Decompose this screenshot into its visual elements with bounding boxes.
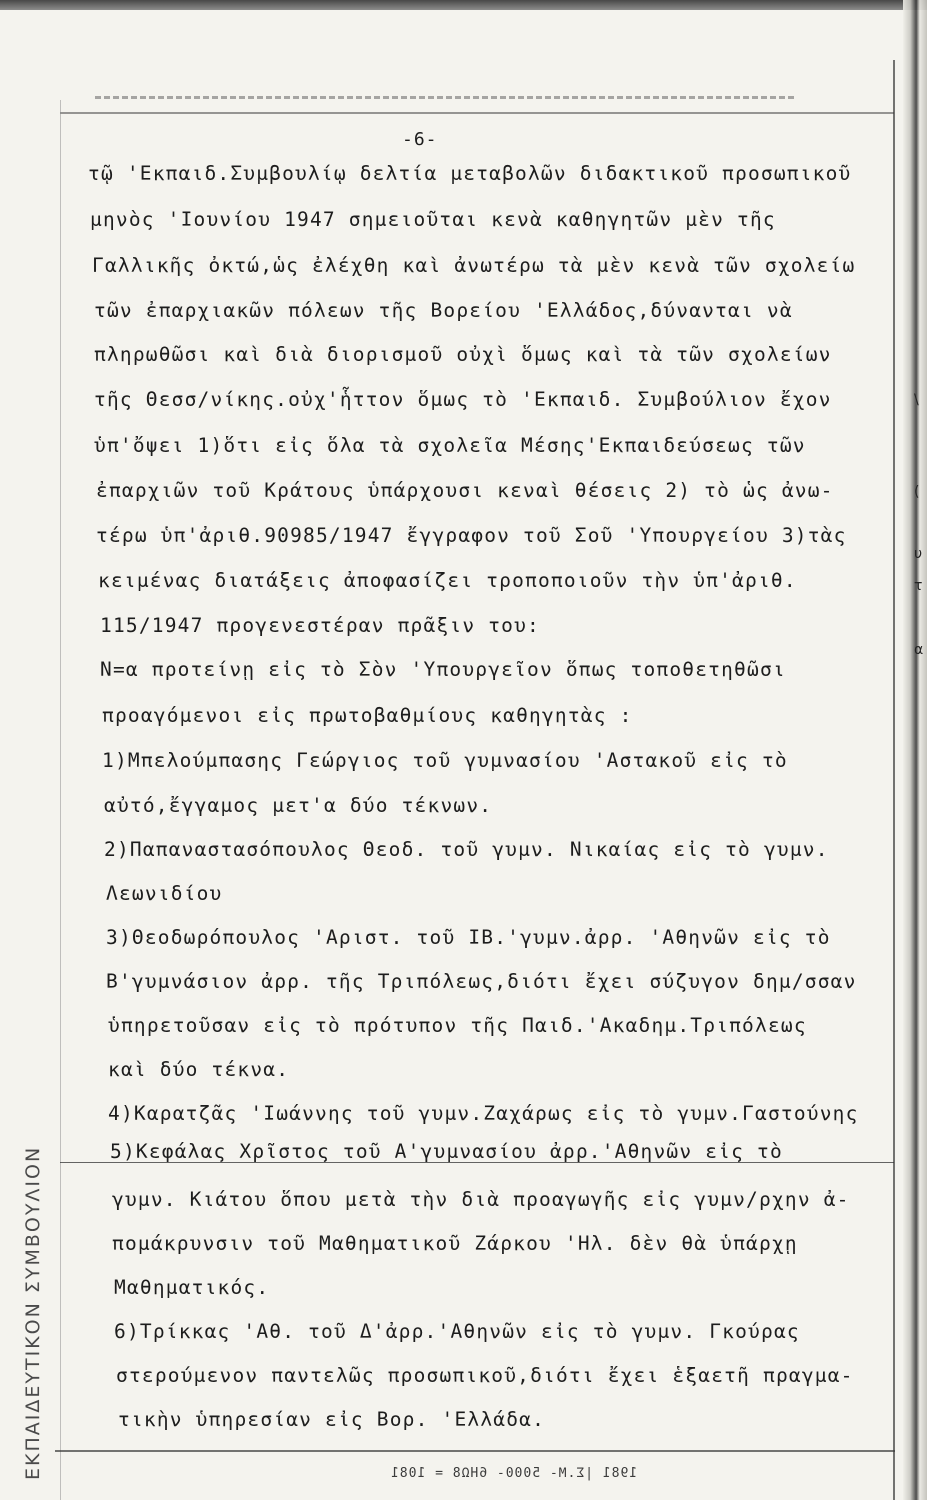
body-line: ὑπηρετοῦσαν εἰς τὸ πρότυπον τῆς Παιδ.'Ακαδημ.Τριπόλεως xyxy=(108,1014,807,1037)
margin-mark: ( xyxy=(914,484,920,500)
margin-mark: τ xyxy=(914,578,923,594)
body-line: τῶν ἐπαρχιακῶν πόλεων τῆς Βορείου 'Ελλάδος,δύνανται νὰ xyxy=(94,299,793,322)
body-line: Ν=α προτείνῃ εἰς τὸ Σὸν 'Υπουργεῖον ὅπως τοποθετηθῶσι xyxy=(100,658,786,681)
body-line: 1)Μπελούμπασης Γεώργιος τοῦ γυμνασίου 'Αστακοῦ εἰς τὸ xyxy=(102,749,788,772)
body-line: Μαθηματικός. xyxy=(114,1276,270,1299)
body-line: Β'γυμνάσιον ἀρρ. τῆς Τριπόλεως,διότι ἔχει σύζυγον δημ/σσαν xyxy=(106,970,857,993)
left-margin-rule xyxy=(60,100,61,1500)
body-line: ὑπ'ὄψει 1)ὅτι εἰς ὅλα τὰ σχολεῖα Μέσης'Εκπαιδεύσεως τῶν xyxy=(94,434,806,457)
body-line: τῆς Θεσσ/νίκης.οὐχ'ἧττον ὅμως τὸ 'Εκπαιδ. Συμβούλιον ἔχον xyxy=(94,388,832,411)
body-line: 2)Παπαναστασόπουλος Θεοδ. τοῦ γυμν. Νικαίας εἰς τὸ γυμν. xyxy=(104,838,829,861)
body-line: κειμένας διατάξεις ἀποφασίζει τροποποιοῦν τὴν ὑπ'ἀριθ. xyxy=(98,569,797,592)
header-rule xyxy=(60,112,894,114)
body-line: προαγόμενοι εἰς πρωτοβαθμίους καθηγητὰς : xyxy=(102,704,633,727)
page-number: -6- xyxy=(402,129,438,150)
body-line: 6)Τρίκκας 'Αθ. τοῦ Δ'ἀρρ.'Αθηνῶν εἰς τὸ γυμν. Γκούρας xyxy=(114,1320,800,1343)
body-line: Λεωνιδίου xyxy=(106,882,223,905)
body-line: μηνὸς 'Ιουνίου 1947 σημειοῦται κενὰ καθηγητῶν μὲν τῆς xyxy=(90,208,776,231)
body-line: στερούμενον παντελῶς προσωπικοῦ,διότι ἔχει ἑξαετῆ πραγμα- xyxy=(116,1364,854,1387)
body-line: πομάκρυνσιν τοῦ Μαθηματικοῦ Ζάρκου 'Ηλ. δὲν θὰ ὑπάρχῃ xyxy=(112,1232,798,1255)
body-line: τικὴν ὑπηρεσίαν εἰς Βορ. 'Ελλάδα. xyxy=(118,1408,546,1431)
body-line: αὐτό,ἔγγαμος μετ'α δύο τέκνων. xyxy=(104,794,493,817)
body-line: 4)Καρατζᾶς 'Ιωάννης τοῦ γυμν.Ζαχάρως εἰς τὸ γυμν.Γαστούνης xyxy=(108,1102,859,1125)
body-line: καὶ δύο τέκνα. xyxy=(108,1058,290,1081)
body-line: πληρωθῶσι καὶ διὰ διορισμοῦ οὐχὶ ὅμως καὶ τὰ τῶν σχολείων xyxy=(94,343,832,366)
body-line: γυμν. Κιάτου ὅπου μετὰ τὴν διὰ προαγωγῆς εἰς γυμν/ρχην ἀ- xyxy=(112,1188,850,1211)
margin-mark: υ xyxy=(914,546,923,562)
margin-mark: α xyxy=(914,642,924,658)
body-line: 3)Θεοδωρόπουλος 'Αριστ. τοῦ ΙΒ.'γυμν.ἀρρ. 'Αθηνῶν εἰς τὸ xyxy=(106,926,831,949)
body-line: τῷ 'Εκπαιδ.Συμβουλίῳ δελτία μεταβολῶν διδακτικοῦ προσωπικοῦ xyxy=(88,162,852,185)
bottom-rule xyxy=(55,1450,895,1452)
body-line: 5)Κεφάλας Χρῖστος τοῦ Α'γυμνασίου ἀρρ.'Αθηνῶν εἰς τὸ xyxy=(110,1140,783,1163)
body-line: ἐπαρχιῶν τοῦ Κράτους ὑπάρχουσι κεναὶ θέσεις 2) τὸ ὡς ἀνω- xyxy=(96,479,834,502)
scan-right-edge xyxy=(903,0,927,1500)
side-stamp: ΕΚΠΑΙΔΕΥΤΙΚΟΝ ΣΥΜΒΟΥΛΙΟΝ xyxy=(22,1145,44,1480)
body-line: 115/1947 προγενεστέραν πρᾶξιν του: xyxy=(100,614,540,637)
body-line: Γαλλικῆς ὀκτώ,ὡς ἐλέχθη καὶ ἀνωτέρω τὰ μὲν κενὰ τῶν σχολείω xyxy=(92,254,856,277)
printer-footer: 1981 |Σ.Μ- 5000- 6HΩ8 = 1081 xyxy=(390,1466,638,1481)
right-margin-rule xyxy=(893,60,895,1500)
body-line: τέρω ὑπ'ἀριθ.90985/1947 ἔγγραφον τοῦ Σοῦ 'Υπουργείου 3)τὰς xyxy=(96,524,847,547)
margin-mark: \ xyxy=(914,392,919,408)
scan-top-shadow xyxy=(0,0,927,10)
scan-smudge xyxy=(95,96,795,99)
